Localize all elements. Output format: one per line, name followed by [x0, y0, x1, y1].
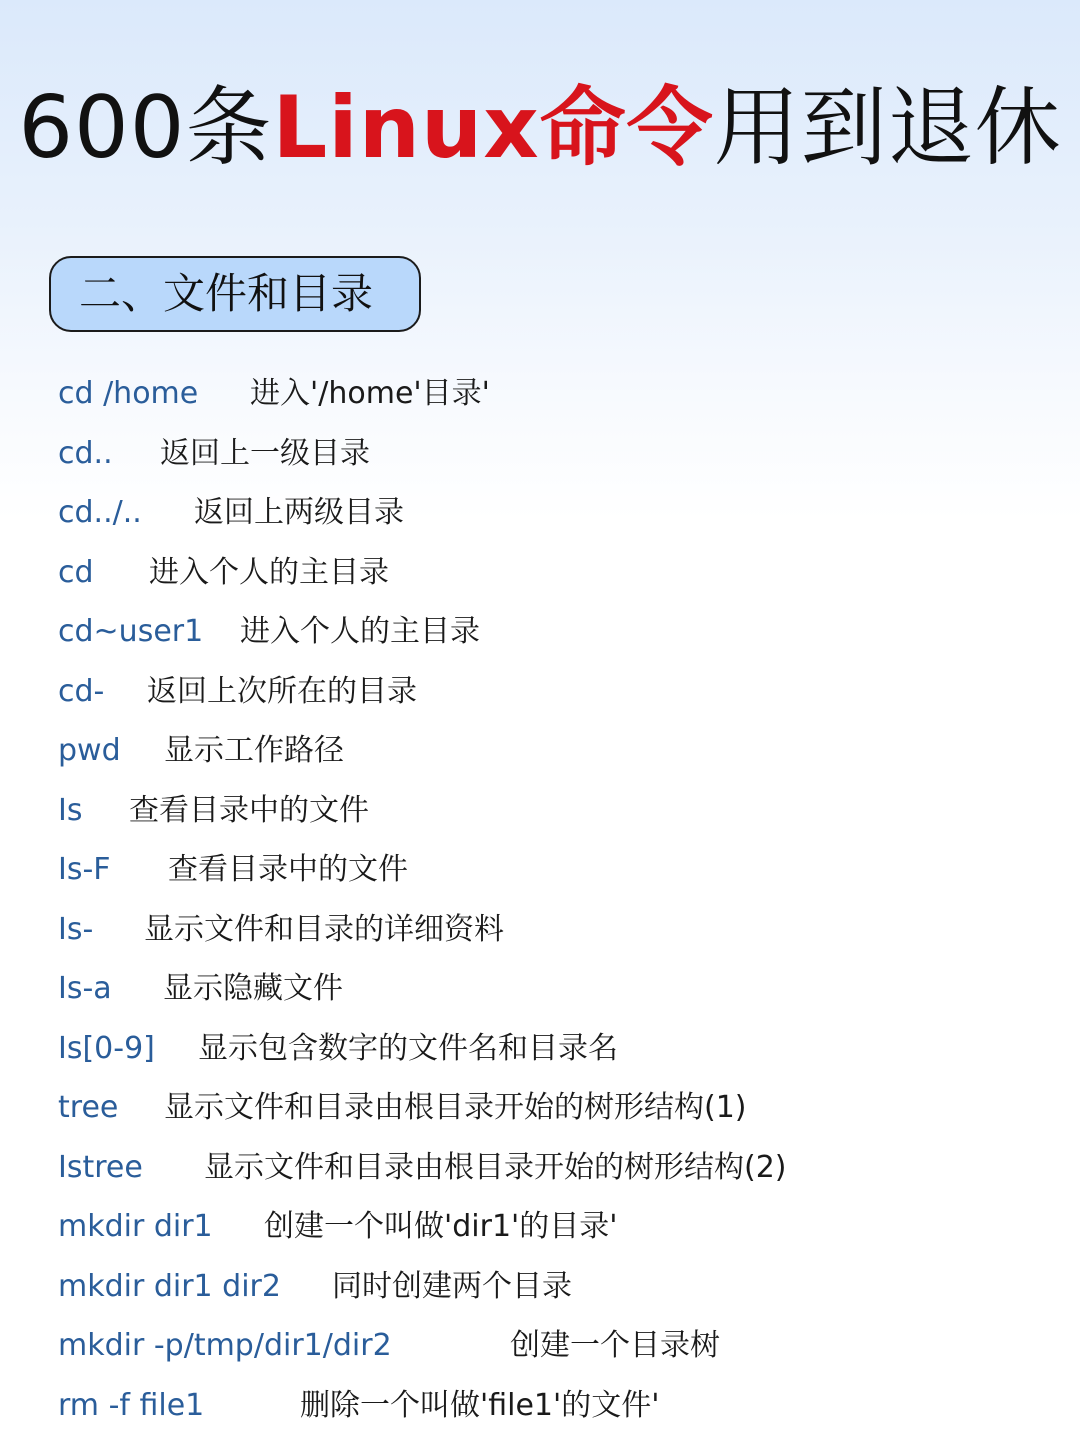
command-description: 删除一个叫做'file1'的文件' — [300, 1387, 660, 1423]
command-text: cd~user1 — [58, 614, 204, 649]
section-heading: 二、文件和目录 — [49, 256, 421, 332]
command-text: Is[0-9] — [58, 1030, 155, 1066]
command-description: 显示包含数字的文件名和目录名 — [198, 1030, 618, 1066]
command-description: 进入'/home'目录' — [250, 376, 490, 411]
command-text: Is — [58, 792, 83, 828]
command-description: 同时创建两个目录 — [332, 1268, 572, 1304]
command-description: 显示工作路径 — [164, 733, 344, 768]
command-text: cd- — [58, 673, 105, 709]
command-text: Is- — [58, 911, 94, 947]
command-text: mkdir dir1 — [58, 1209, 213, 1244]
page-title — [0, 78, 1080, 178]
command-text: pwd — [58, 733, 121, 768]
command-text: cd.. — [58, 435, 113, 471]
command-description: 显示文件和目录由根目录开始的树形结构(1) — [164, 1090, 747, 1125]
command-text: Is-a — [58, 971, 112, 1006]
command-text: rm -f file1 — [58, 1387, 205, 1423]
command-description: 进入个人的主目录 — [149, 554, 389, 590]
command-description: 显示隐藏文件 — [163, 971, 343, 1006]
command-description: 创建一个叫做'dir1'的目录' — [264, 1209, 618, 1244]
command-text: mkdir -p/tmp/dir1/dir2 — [58, 1328, 392, 1363]
command-text: Is-F — [58, 852, 111, 887]
command-text: cd /home — [58, 376, 199, 411]
command-text: mkdir dir1 dir2 — [58, 1268, 281, 1304]
command-description: 查看目录中的文件 — [129, 792, 369, 828]
title-suffix: 用到退休 — [713, 78, 1062, 178]
command-description: 进入个人的主目录 — [240, 614, 480, 649]
command-text: cd../.. — [58, 495, 142, 530]
command-text: Istree — [58, 1149, 143, 1185]
command-text: tree — [58, 1090, 119, 1125]
command-description: 显示文件和目录的详细资料 — [144, 911, 504, 947]
command-description: 返回上次所在的目录 — [147, 673, 417, 709]
command-description: 返回上一级目录 — [160, 435, 370, 471]
title-highlight: Linux命令 — [272, 78, 714, 178]
command-description: 查看目录中的文件 — [168, 852, 408, 887]
command-text: cd — [58, 554, 94, 590]
title-count: 600条 — [18, 78, 273, 178]
command-description: 返回上两级目录 — [194, 495, 404, 530]
command-description: 创建一个目录树 — [510, 1328, 720, 1363]
command-description: 显示文件和目录由根目录开始的树形结构(2) — [204, 1149, 787, 1185]
